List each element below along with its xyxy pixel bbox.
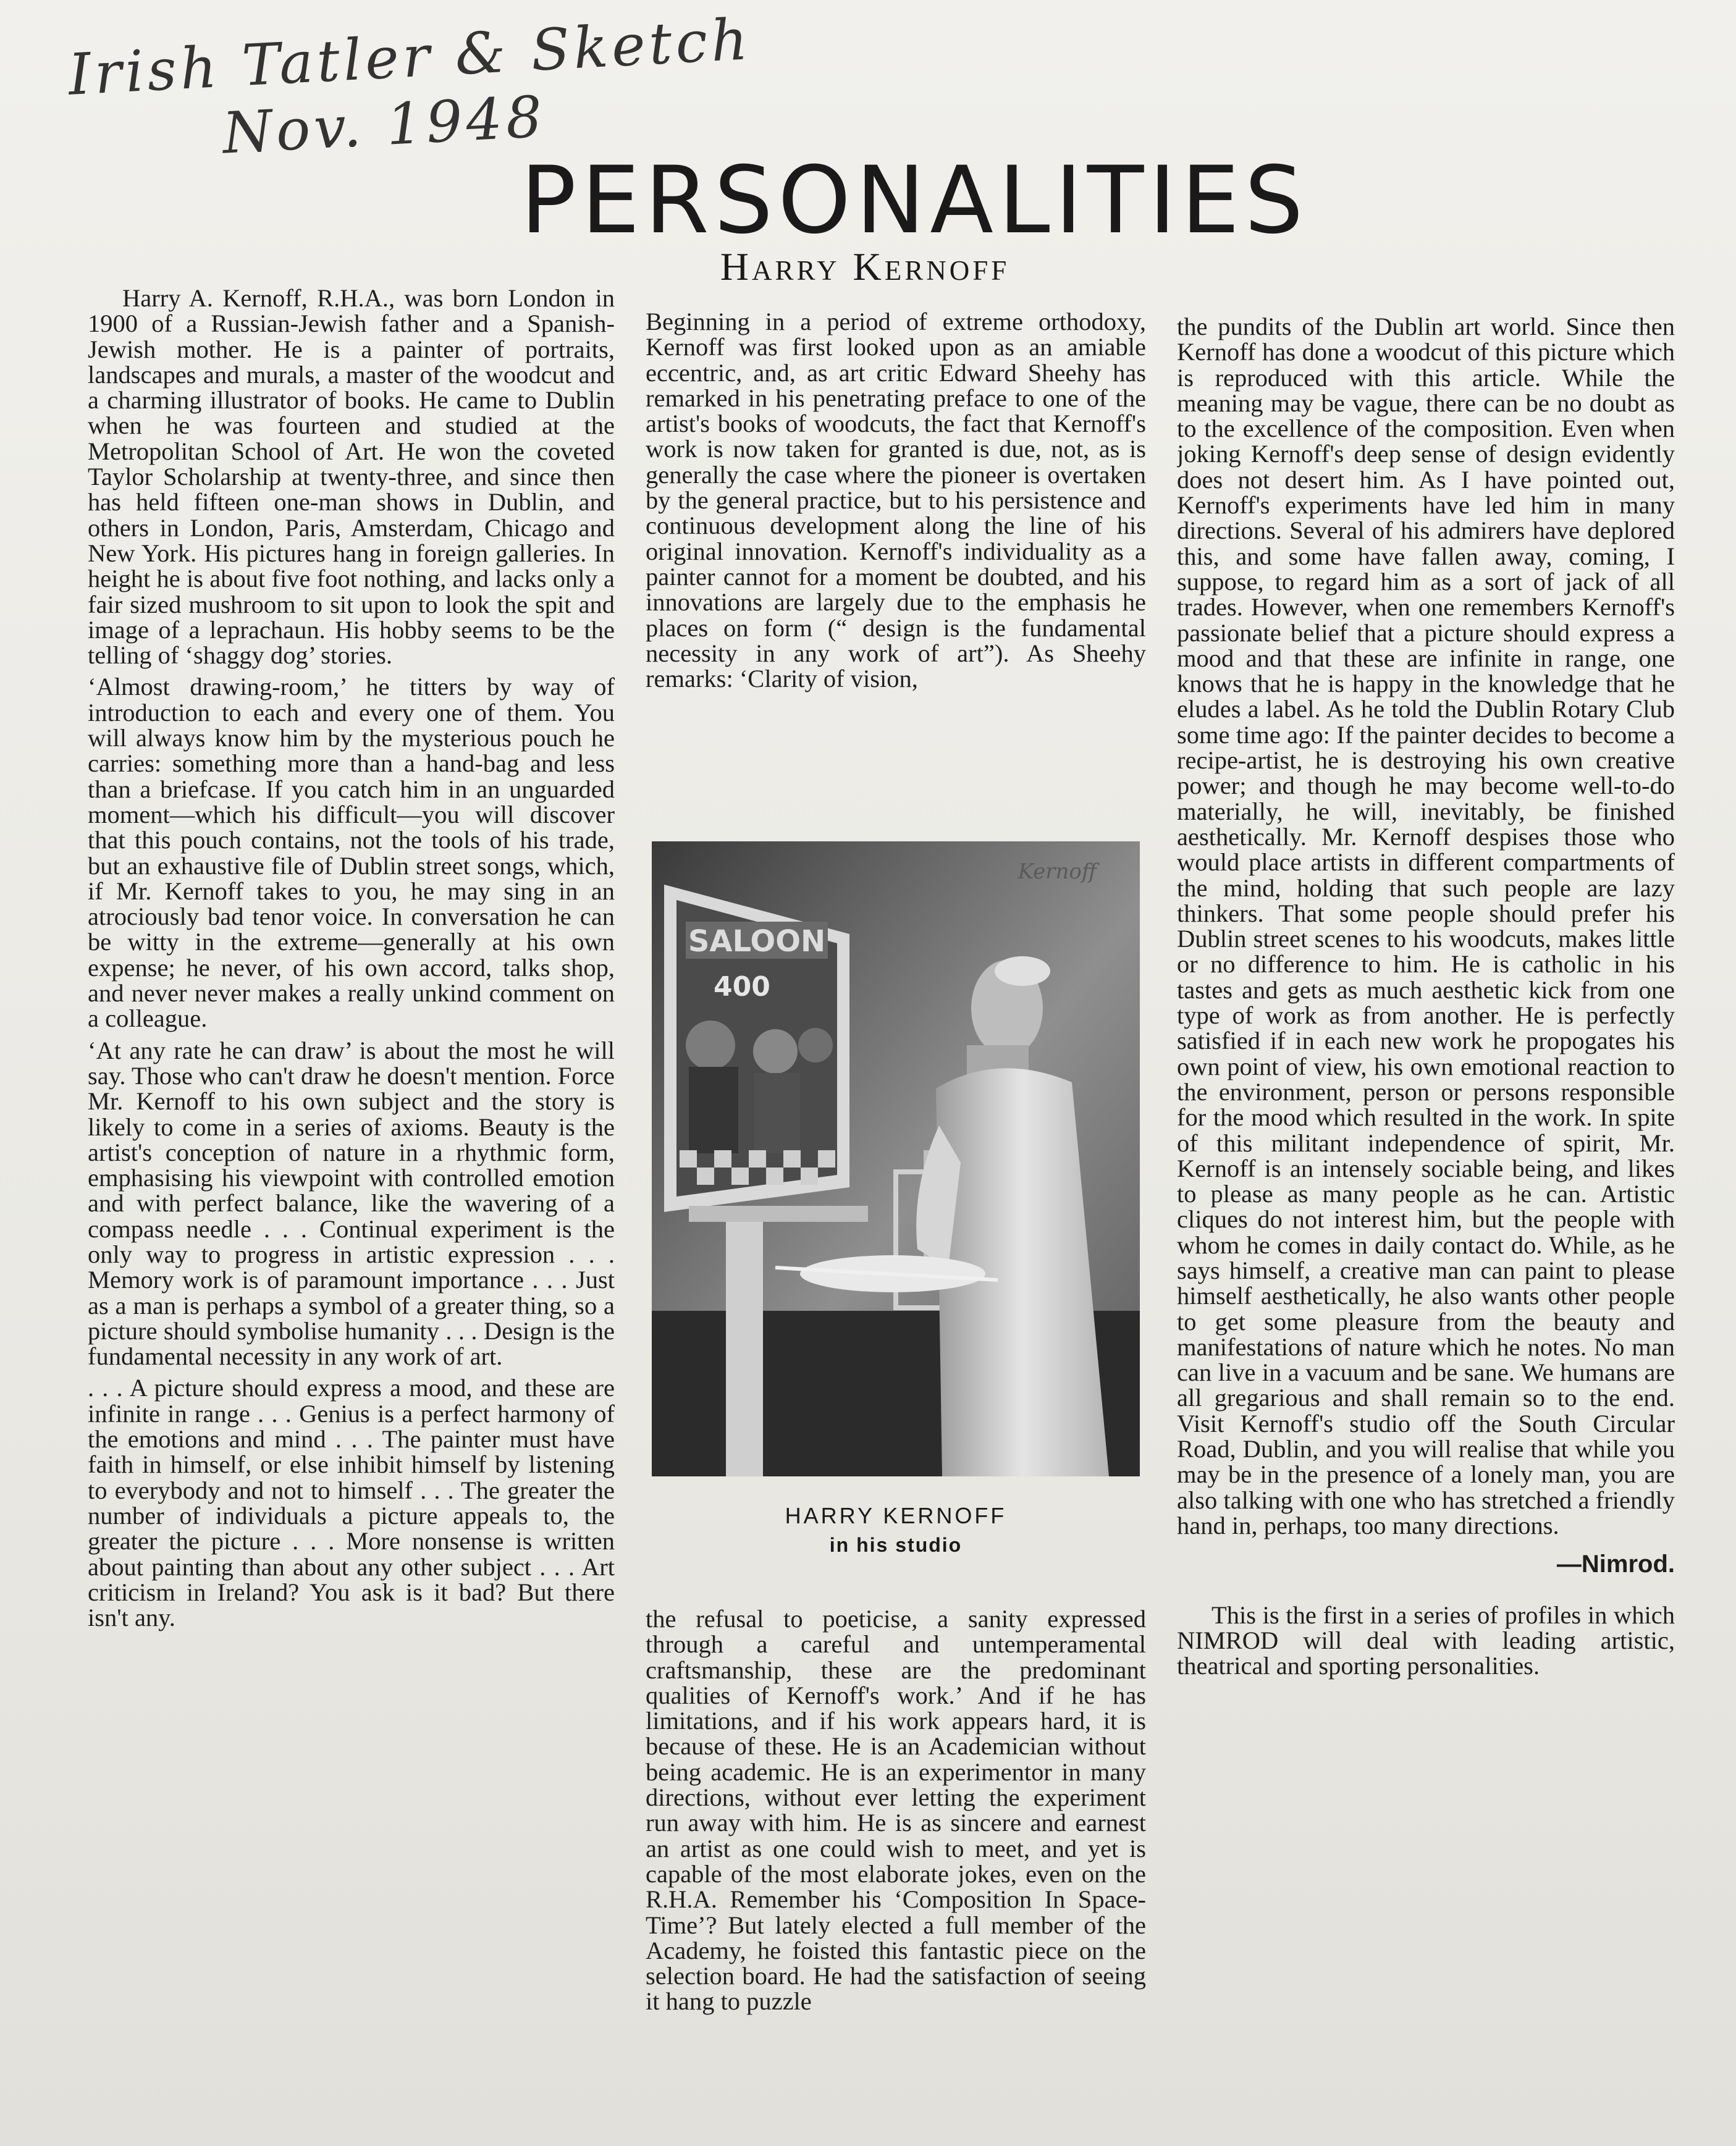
article-byline: Harry Kernoff (720, 245, 1010, 288)
paragraph: ‘At any rate he can draw’ is about the most he will say. Those who can't draw he doesn't mention. Force Mr. Kernoff to his own subject and the story is likely to come in a series of axioms. Beauty is the artist's conception of nature in a rhythmic form, emphasising his viewpoint with controlled emotion and with perfect balance, like the wavering of a compass needle . . . Continual experiment is the only way to progress in artistic expression . . . Memory work is of paramount importance . . . Just as a man is perhaps a symbol of a greater thing, so a picture should symbolise humanity . . . Design is the fundamental necessity in any work of art. (88, 1036, 615, 1371)
article-column-3 (1177, 314, 1675, 2136)
artist-photograph (652, 841, 1140, 1476)
paragraph: Harry A. Kernoff, R.H.A., was born London in 1900 of a Russian-Jewish father and a Spanish-Jewish mother. He is a painter of portraits, landscapes and murals, a master of the woodcut and a charming illustrator of books. He came to Dublin when he was fourteen and studied at the Metropolitan School of Art. He won the coveted Taylor Scholarship at twenty-three, and since then has held fifteen one-man shows in Dublin, and others in London, Paris, Amsterdam, Chicago and New York. His pictures hang in foreign galleries. In height he is about five foot nothing, and lacks only a fair sized mushroom to sit upon to look the spit and image of a leprachaun. His hobby seems to be the telling of ‘shaggy dog’ stories. (88, 285, 615, 670)
painting-number-text: 400 (714, 971, 770, 1003)
author-signature: —Nimrod. (1556, 1551, 1675, 1578)
photo-signature: Kernoff (1018, 859, 1097, 884)
series-note: This is the first in a series of profiles in which NIMROD will deal with leading artistic, theatrical and sporting personalities. (1177, 1601, 1675, 1680)
paragraph: Beginning in a period of extreme orthodoxy, Kernoff was first looked upon as an amiable eccentric, and, as art critic Edward Sheehy has remarked in his penetrating preface to one of the artist's books of woodcuts, the fact that Kernoff's work is now taken for granted is due, not, as is generally the case where the pioneer is overtaken by the general practice, but to his persistence and continuous development along the line of his original innovation. Kernoff's individuality as a painter cannot for a moment be doubted, and his innovations are largely due to the emphasis he places on form (“ design is the fundamental necessity in any work of art”). As Sheehy remarks: ‘Clarity of vision, (646, 309, 1146, 693)
handwritten-note-date: Nov. 1948 (221, 83, 547, 167)
painting-sign-text: SALOON (688, 924, 826, 959)
caption-name: HARRY KERNOFF (785, 1503, 1007, 1528)
paragraph: the refusal to poeticise, a sanity expressed through a careful and untemperamental craftsmanship, these are the predominant qualities of Kernoff's work.’ And if he has limitations, and if his work appears hard, it is because of these. He is an Academician without being academic. He is an experimentor in many directions, without ever letting the experiment run away with him. He is as sincere and earnest an artist as one could wish to meet, and yet is capable of the most elaborate jokes, even on the R.H.A. Remember his ‘Composition In Space-Time’? But lately elected a full member of the Academy, he foisted this fantastic piece on the selection board. He had the satisfaction of seeing it hang to puzzle (646, 1606, 1146, 2016)
photo-caption (652, 1501, 1140, 1559)
article-column-2-top (646, 309, 1146, 831)
article-column-2-bottom (646, 1606, 1146, 2145)
page-title: PERSONALITIES (520, 147, 1308, 255)
paragraph: ‘Almost drawing-room,’ he titters by way of introduction to each and every one of them. You will always know him by the mysterious pouch he carries: something more than a hand-bag and less than a briefcase. If you catch him in an unguarded moment—which his difficult—you will discover that this pouch contains, not the tools of his trade, but an exhaustive file of Dublin street songs, which, if Mr. Kernoff takes to you, he may sing in an atrociously bad tenor voice. In conversation he can be witty in the extreme—generally at his own expense; he never, of his own accord, talks shop, and never never makes a really unkind comment on a colleague. (88, 673, 615, 1033)
paragraph: the pundits of the Dublin art world. Since then Kernoff has done a woodcut of this picture which is reproduced with this article. While the meaning may be vague, there can be no doubt as to the excellence of the composition. Even when joking Kernoff's deep sense of design evidently does not desert him. As I have pointed out, Kernoff's experiments have led him in many directions. Several of his admirers have deplored this, and some have fallen away, coming, I suppose, to regard him as a sort of jack of all trades. However, when one remembers Kernoff's passionate belief that a picture should express a mood and that these are infinite in range, one knows that he is happy in the knowledge that he eludes a label. As he told the Dublin Rotary Club some time ago: If the painter decides to become a recipe-artist, he is destroying his own creative power; and though he may become well-to-do materially, he will, inevitably, be finished aesthetically. Mr. Kernoff despises those who would place artists in different compartments of the mind, holding that such people are lazy thinkers. That some people should prefer his Dublin street scenes to his woodcuts, makes little or no difference to him. He is catholic in his tastes and gets as much aesthetic kick from one type of work as from another. He is perfectly satisfied if in each new work he propogates his own point of view, his own emotional reaction to the environment, person or persons responsible for the mood which resulted in the work. In spite of this militant independence of spirit, Mr. Kernoff is an intensely sociable being, and likes to please as many people as he can. Artistic cliques do not interest him, but the people with whom he comes in daily contact do. While, as he says himself, a creative man can paint to please himself aesthetically, he also wants other people to get some pleasure from the beauty and manifestations of nature which he notes. No man can live in a vacuum and be sane. We humans are all gregarious and shall remain so to the end. Visit Kernoff's studio off the South Circular Road, Dublin, and you will realise that while you may be in the presence of a lonely man, you are also talking with one who has stretched a friendly hand in, perhaps, too many directions. (1177, 314, 1675, 1539)
article-column-1 (88, 285, 615, 2145)
handwritten-note-source: Irish Tatler & Sketch (66, 6, 753, 108)
caption-subtitle: in his studio (829, 1534, 963, 1556)
paragraph: . . . A picture should express a mood, and these are infinite in range . . . Genius is a perfect harmony of the emotions and mind . . . The painter must have faith in himself, or else inhibit himself by listening to everybody and not to himself . . . The greater the number of individuals a picture appeals to, the greater the picture . . . More nonsense is written about painting than about any other subject . . . Art criticism in Ireland? You ask is it bad? But there isn't any. (88, 1374, 615, 1632)
